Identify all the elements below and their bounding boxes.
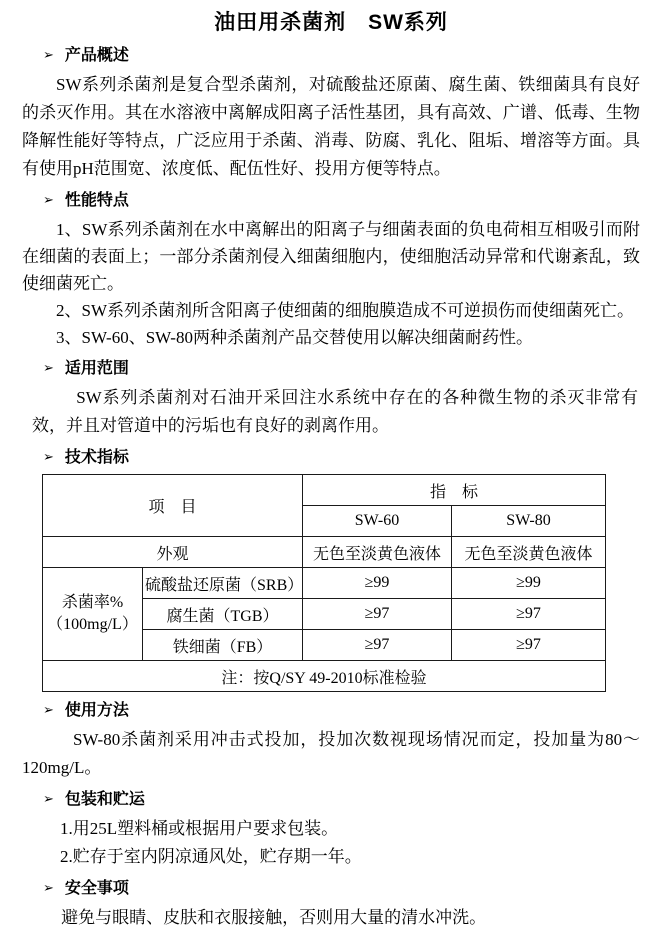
feature-item-1: 1、SW系列杀菌剂在水中离解出的阳离子与细菌表面的负电荷相互相吸引而附在细菌的表面上；一部分杀菌剂侵入细菌细胞内，使细胞活动异常和代谢紊乱，致使细菌死亡。 bbox=[22, 220, 640, 293]
section-heading-features bbox=[22, 190, 640, 212]
table-cell-tgb-name: 腐生菌（TGB） bbox=[143, 599, 303, 630]
section-heading-scope bbox=[22, 358, 640, 380]
table-cell-srb-sw80: ≥99 bbox=[452, 568, 606, 599]
spec-table bbox=[42, 474, 606, 692]
table-cell-appearance-sw80: 无色至淡黄色液体 bbox=[452, 537, 606, 568]
section-heading-usage-label: 使用方法 bbox=[64, 702, 129, 719]
table-cell-tgb-sw80: ≥97 bbox=[452, 599, 606, 630]
paragraph-scope: SW系列杀菌剂对石油开采回注水系统中存在的各种微生物的杀灭非常有效，并且对管道中的污垢也有良好的剥离作用。 bbox=[32, 388, 638, 435]
table-row bbox=[43, 661, 606, 692]
feature-item-3: 3、SW-60、SW-80两种杀菌剂产品交替使用以解决细菌耐药性。 bbox=[56, 328, 533, 347]
section-heading-features-label: 性能特点 bbox=[64, 192, 129, 209]
section-heading-safety-label: 安全事项 bbox=[64, 880, 129, 897]
section-heading-specs bbox=[22, 447, 640, 469]
table-cell-fb-name: 铁细菌（FB） bbox=[143, 630, 303, 661]
paragraph-overview: SW系列杀菌剂是复合型杀菌剂，对硫酸盐还原菌、腐生菌、铁细菌具有良好的杀灭作用。其在水溶液中离解成阳离子活性基团，具有高效、广谱、低毒、生物降解性能好等特点，广泛应用于杀菌、消毒、防腐、乳化、阻垢、增溶等方面。具有使用pH范围宽、浓度低、配伍性好、投用方便等特点。 bbox=[22, 75, 640, 178]
table-cell-killrate-label bbox=[43, 568, 143, 661]
table-row bbox=[43, 475, 606, 506]
table-cell-srb-name: 硫酸盐还原菌（SRB） bbox=[143, 568, 303, 599]
table-row bbox=[43, 537, 606, 568]
table-cell-appearance-sw60: 无色至淡黄色液体 bbox=[303, 537, 452, 568]
feature-item-2: 2、SW系列杀菌剂所含阳离子使细菌的细胞膜造成不可逆损伤而使细菌死亡。 bbox=[56, 301, 634, 320]
paragraph-safety: 避免与眼睛、皮肤和衣服接触，否则用大量的清水冲洗。 bbox=[61, 908, 487, 927]
table-header-sw80: SW-80 bbox=[452, 506, 606, 537]
paragraph-usage: SW-80杀菌剂采用冲击式投加，投加次数视现场情况而定，投加量为80～120mg/L。 bbox=[22, 730, 640, 777]
section-heading-safety bbox=[22, 878, 640, 900]
packaging-item-2: 2.贮存于室内阴凉通风处，贮存期一年。 bbox=[60, 847, 362, 866]
packaging-item-1: 1.用25L塑料桶或根据用户要求包装。 bbox=[60, 819, 339, 838]
table-row bbox=[43, 568, 606, 599]
arrow-bullet-icon: ➢ bbox=[43, 360, 54, 375]
section-heading-packaging-label: 包装和贮运 bbox=[64, 791, 145, 808]
table-header-sw60: SW-60 bbox=[303, 506, 452, 537]
arrow-bullet-icon: ➢ bbox=[43, 47, 54, 62]
section-heading-overview bbox=[22, 45, 640, 67]
table-cell-appearance-label: 外观 bbox=[43, 537, 303, 568]
killrate-label-line2: （100mg/L） bbox=[47, 616, 138, 633]
table-header-item: 项 目 bbox=[43, 475, 303, 537]
table-cell-fb-sw80: ≥97 bbox=[452, 630, 606, 661]
table-header-index: 指 标 bbox=[303, 475, 606, 506]
table-cell-fb-sw60: ≥97 bbox=[303, 630, 452, 661]
arrow-bullet-icon: ➢ bbox=[43, 192, 54, 207]
arrow-bullet-icon: ➢ bbox=[43, 880, 54, 895]
section-heading-usage bbox=[22, 700, 640, 722]
table-note: 注：按Q/SY 49-2010标准检验 bbox=[43, 661, 606, 692]
table-cell-srb-sw60: ≥99 bbox=[303, 568, 452, 599]
table-cell-tgb-sw60: ≥97 bbox=[303, 599, 452, 630]
killrate-label-line1: 杀菌率% bbox=[61, 594, 124, 611]
section-heading-packaging bbox=[22, 789, 640, 811]
section-heading-overview-label: 产品概述 bbox=[64, 47, 129, 64]
arrow-bullet-icon: ➢ bbox=[43, 449, 54, 464]
section-heading-specs-label: 技术指标 bbox=[64, 449, 129, 466]
page-title: 油田用杀菌剂 SW系列 bbox=[214, 11, 448, 34]
arrow-bullet-icon: ➢ bbox=[43, 791, 54, 806]
section-heading-scope-label: 适用范围 bbox=[64, 360, 129, 377]
arrow-bullet-icon: ➢ bbox=[43, 702, 54, 717]
